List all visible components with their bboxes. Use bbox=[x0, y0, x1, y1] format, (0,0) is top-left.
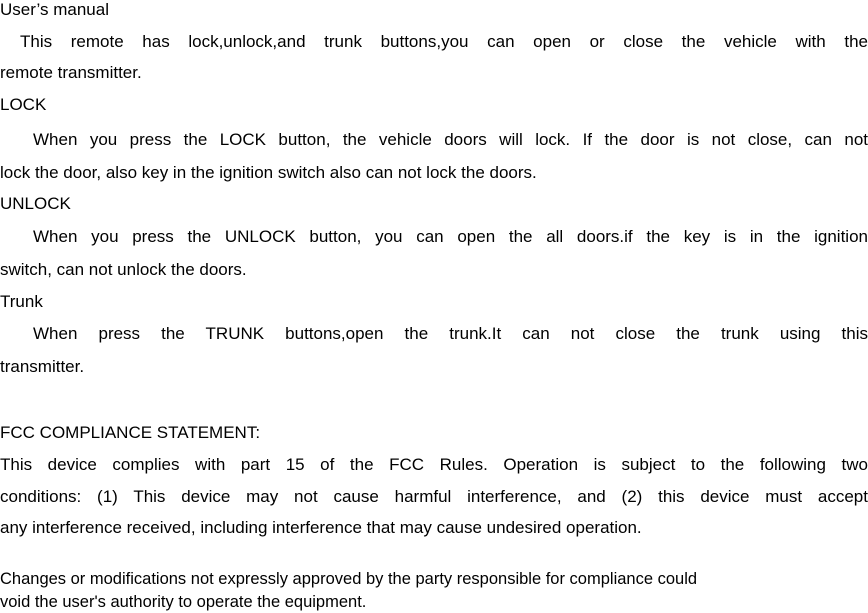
fcc-line-1: This device complies with part 15 of the FCC Rules. Operation is subject to the following two bbox=[0, 455, 868, 474]
changes-line-1: Changes or modifications not expressly approved by the party responsible for compliance could bbox=[0, 570, 698, 588]
intro-line-2: remote transmitter. bbox=[0, 63, 142, 82]
fcc-heading: FCC COMPLIANCE STATEMENT: bbox=[0, 423, 261, 442]
lock-line-2: lock the door, also key in the ignition switch also can not lock the doors. bbox=[0, 163, 537, 182]
trunk-line-2: transmitter. bbox=[0, 357, 85, 376]
unlock-line-2: switch, can not unlock the doors. bbox=[0, 260, 247, 279]
lock-heading: LOCK bbox=[0, 95, 47, 114]
manual-title: User’s manual bbox=[0, 0, 109, 19]
intro-line-1: This remote has lock,unlock,and trunk buttons,you can open or close the vehicle with the bbox=[20, 32, 868, 51]
trunk-line-1: When press the TRUNK buttons,open the trunk.It can not close the trunk using this bbox=[33, 324, 868, 343]
fcc-line-2: conditions: (1) This device may not cause harmful interference, and (2) this device must accept bbox=[0, 487, 868, 506]
lock-line-1: When you press the LOCK button, the vehicle doors will lock. If the door is not close, can not bbox=[33, 130, 868, 149]
trunk-heading: Trunk bbox=[0, 292, 43, 311]
unlock-heading: UNLOCK bbox=[0, 194, 71, 213]
unlock-line-1: When you press the UNLOCK button, you can open the all doors.if the key is in the ignition bbox=[33, 227, 868, 246]
fcc-line-3: any interference received, including interference that may cause undesired operation. bbox=[0, 518, 642, 537]
changes-line-2: void the user's authority to operate the equipment. bbox=[0, 593, 367, 611]
